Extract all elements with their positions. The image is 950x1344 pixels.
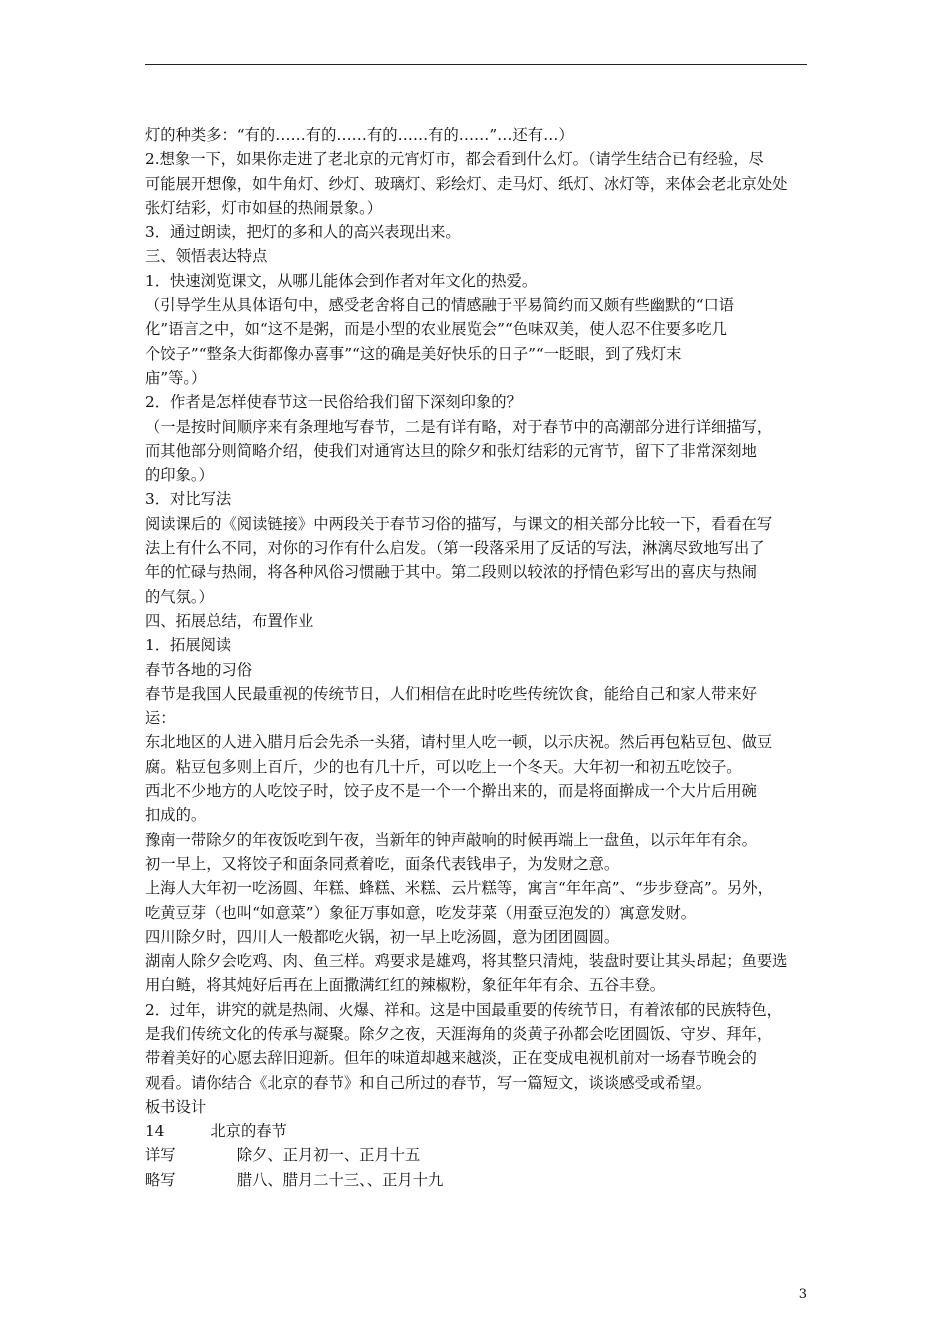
text-line: 扣成的。 <box>145 806 207 825</box>
text-line: 湖南人除夕会吃鸡、肉、鱼三样。鸡要求是雄鸡，将其整只清炖，装盘时要让其头昂起；鱼要选 <box>145 952 788 971</box>
text-line: 化”语言之中，如“这不是粥，而是小型的农业展览会”“色味双美，使人忍不住要多吃几 <box>145 320 727 339</box>
text-line: 四、拓展总结，布置作业 <box>145 611 314 630</box>
text-line: 春节各地的习俗 <box>145 660 253 679</box>
text-line: 详写 除夕、正月初一、正月十五 <box>145 1146 421 1165</box>
header-rule <box>145 64 807 65</box>
text-line: 3．对比写法 <box>145 490 232 509</box>
text-line: 2．过年，讲究的就是热闹、火爆、祥和。这是中国最重要的传统节日，有着浓郁的民族特色， <box>145 1000 782 1019</box>
text-line: 腐。粘豆包多则上百斤，少的也有几十斤，可以吃上一个冬天。大年初一和初五吃饺子。 <box>145 757 742 776</box>
text-line: 而其他部分则简略介绍，使我们对通宵达旦的除夕和张灯结彩的元宵节，留下了非常深刻地 <box>145 441 757 460</box>
text-line: 年的忙碌与热闹，将各种风俗习惯融于其中。第二段则以较浓的抒情色彩写出的喜庆与热闹 <box>145 563 757 582</box>
text-line: （一是按时间顺序来有条理地写春节，二是有详有略，对于春节中的高潮部分进行详细描写， <box>145 417 773 436</box>
text-line: 运： <box>145 709 176 728</box>
text-line: 庙”等。） <box>145 368 207 387</box>
text-line: 初一早上，又将饺子和面条同煮着吃，面条代表钱串子，为发财之意。 <box>145 854 620 873</box>
text-line: 东北地区的人进入腊月后会先杀一头猪，请村里人吃一顿，以示庆祝。然后再包粘豆包、做豆 <box>145 733 773 752</box>
text-line: 春节是我国人民最重视的传统节日，人们相信在此时吃些传统饮食，能给自己和家人带来好 <box>145 684 757 703</box>
text-line: 吃黄豆芽（也叫“如意菜”）象征万事如意，吃发芽菜（用蚕豆泡发的）寓意发财。 <box>145 903 697 922</box>
text-line: 板书设计 <box>145 1097 207 1116</box>
text-line: （引导学生从具体语句中，感受老舍将自己的情感融于平易简约而又颇有些幽默的“口语 <box>145 296 735 315</box>
text-line: 张灯结彩，灯市如昼的热闹景象。） <box>145 198 383 217</box>
text-line: 略写 腊八、腊月二十三、、正月十九 <box>145 1170 444 1189</box>
text-line: 3．通过朗读，把灯的多和人的高兴表现出来。 <box>145 223 461 242</box>
text-line: 豫南一带除夕的年夜饭吃到午夜，当新年的钟声敲响的时候再端上一盘鱼，以示年年有余。 <box>145 830 757 849</box>
document-body <box>145 123 810 1192</box>
text-line: 上海人大年初一吃汤圆、年糕、蜂糕、米糕、云片糕等，寓言“年年高”、“步步登高”。另外， <box>145 879 773 898</box>
text-line: 1．快速浏览课文，从哪儿能体会到作者对年文化的热爱。 <box>145 271 538 290</box>
text-line: 四川除夕时，四川人一般都吃火锅，初一早上吃汤圆，意为团团圆圆。 <box>145 927 620 946</box>
text-line: 2．作者是怎样使春节这一民俗给我们留下深刻印象的？ <box>145 393 522 412</box>
text-line: 1．拓展阅读 <box>145 636 232 655</box>
text-line: 阅读课后的《阅读链接》中两段关于春节习俗的描写，与课文的相关部分比较一下，看看在写 <box>145 514 773 533</box>
text-line: 三、领悟表达特点 <box>145 247 268 266</box>
text-line: 可能展开想像，如牛角灯、纱灯、玻璃灯、彩绘灯、走马灯、纸灯、冰灯等，来体会老北京处处 <box>145 174 788 193</box>
text-line: 带着美好的心愿去辞旧迎新。但年的味道却越来越淡，正在变成电视机前对一场春节晚会的 <box>145 1049 757 1068</box>
page-number: 3 <box>798 1287 807 1302</box>
text-line: 个饺子”“整条大街都像办喜事”“这的确是美好快乐的日子”“一眨眼，到了残灯末 <box>145 344 682 363</box>
text-line: 14 北京的春节 <box>145 1122 287 1141</box>
text-line: 的印象。） <box>145 466 214 485</box>
text-line: 的气氛。） <box>145 587 214 606</box>
text-line: 是我们传统文化的传承与凝聚。除夕之夜，天涯海角的炎黄子孙都会吃团圆饭、守岁、拜年， <box>145 1024 773 1043</box>
text-line: 观看。请你结合《北京的春节》和自己所过的春节，写一篇短文，谈谈感受或希望。 <box>145 1073 711 1092</box>
text-line: 灯的种类多：“有的……有的……有的……有的……”…还有…） <box>145 126 574 144</box>
text-line: 西北不少地方的人吃饺子时，饺子皮不是一个一个擀出来的，而是将面擀成一个大片后用碗 <box>145 782 757 801</box>
text-line: 用白鲢，将其炖好后再在上面撒满红红的辣椒粉，象征年年有余、五谷丰登。 <box>145 976 666 995</box>
text-line: 2.想象一下，如果你走进了老北京的元宵灯市，都会看到什么灯。（请学生结合已有经验，尽 <box>145 150 764 169</box>
text-line: 法上有什么不同，对你的习作有什么启发。（第一段落采用了反话的写法，淋漓尽致地写出了 <box>145 539 765 558</box>
